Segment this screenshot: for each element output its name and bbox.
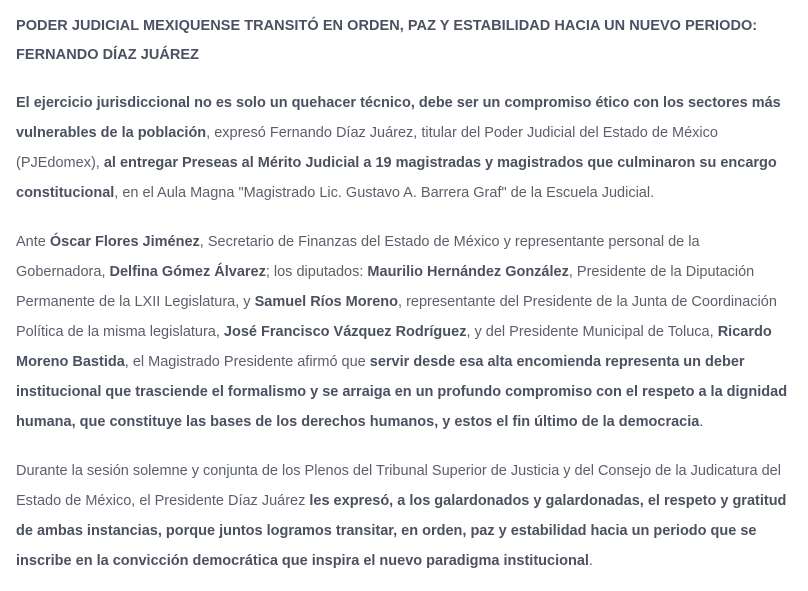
body-text: Ante	[16, 234, 50, 250]
body-text: .	[699, 414, 704, 430]
person-name: Óscar Flores Jiménez	[49, 234, 200, 250]
bold-text: al entregar Preseas al Mérito Judicial a 19 magistradas y magistrados que culminaron su encargo constitucional	[16, 155, 777, 201]
article-headline: PODER JUDICIAL MEXIQUENSE TRANSITÓ EN ORDEN, PAZ Y ESTABILIDAD HACIA UN NUEVO PERIODO: FERNANDO DÍAZ JUÁREZ	[16, 18, 758, 63]
person-name: José Francisco Vázquez Rodríguez	[223, 324, 467, 340]
body-text: ; los diputados:	[265, 264, 368, 280]
bold-text: El ejercicio jurisdiccional no es solo un quehacer técnico, debe ser un compromiso ético con los sectores más vulnerables de la población	[16, 95, 781, 141]
person-name: Samuel Ríos Moreno	[254, 294, 399, 310]
body-text: Durante la sesión solemne y conjunta de los Plenos del Tribunal Superior de Justicia y del Consejo de la Judicatura del Estado de México, el Presidente Díaz Juárez	[16, 463, 781, 509]
body-text: , representante del Presidente de la Junta de Coordinación Política de la misma legislatura,	[16, 294, 777, 340]
body-text: .	[588, 553, 593, 569]
person-name: Delfina Gómez Álvarez	[109, 264, 266, 280]
body-text: , Presidente de la Diputación Permanente de la LXII Legislatura, y	[16, 264, 755, 310]
article-paragraph-2	[16, 227, 792, 437]
article-paragraph-1	[16, 88, 792, 208]
person-name: Ricardo Moreno Bastida	[16, 324, 772, 370]
body-text: , y del Presidente Municipal de Toluca,	[466, 324, 718, 340]
bold-text: servir desde esa alta encomienda representa un deber institucional que trasciende el formalismo y se arraiga en un profundo compromiso con el respeto a la dignidad humana, que constituye las bases de los derechos humanos, y estos el fin último de la democracia	[16, 354, 788, 430]
bold-text: les expresó, a los galardonados y galardonadas, el respeto y gratitud de ambas instancias, porque juntos logramos transitar, en orden, paz y estabilidad hacia un periodo que se inscribe en la convicción democrática que inspira el nuevo paradigma institucional	[16, 493, 787, 569]
body-text: , Secretario de Finanzas del Estado de México y representante personal de la Gobernadora,	[16, 234, 700, 280]
article-paragraph-3	[16, 456, 792, 576]
body-text: , expresó Fernando Díaz Juárez, titular del Poder Judicial del Estado de México (PJEdomex),	[16, 125, 718, 171]
person-name: Maurilio Hernández González	[367, 264, 569, 280]
body-text: , en el Aula Magna "Magistrado Lic. Gustavo A. Barrera Graf" de la Escuela Judicial.	[114, 185, 655, 201]
body-text: , el Magistrado Presidente afirmó que	[124, 354, 370, 370]
